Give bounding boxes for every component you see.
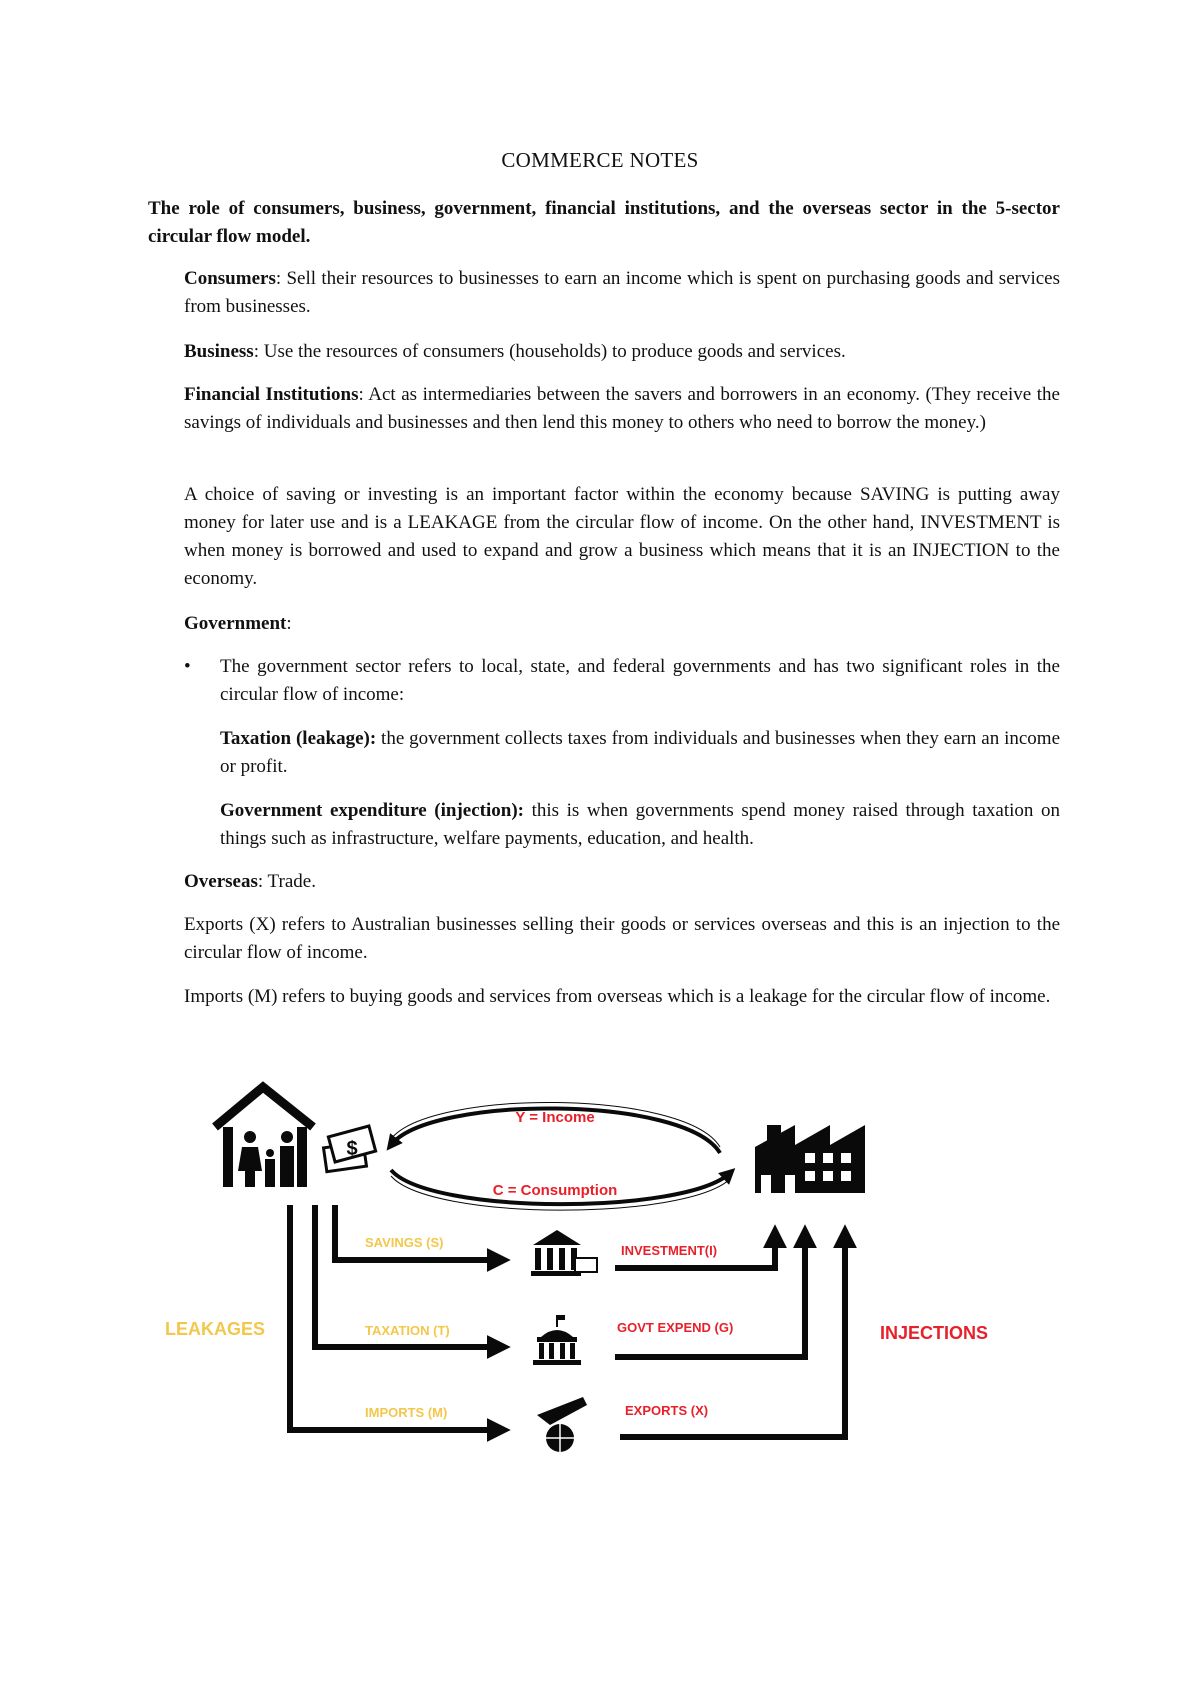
consumers-term: Consumers xyxy=(184,268,276,289)
exports-label: EXPORTS (X) xyxy=(625,1403,709,1418)
business-text: : Use the resources of consumers (households) to produce goods and services. xyxy=(253,341,846,362)
business-paragraph xyxy=(184,338,1060,366)
financial-institutions-text: : Act as intermediaries between the savers and borrowers in an economy. (They receive the savings of individuals and businesses and then lend this money to others who need to borrow the money.) xyxy=(184,384,1060,433)
bank-icon xyxy=(531,1230,597,1276)
taxation-paragraph xyxy=(220,725,1060,781)
government-building-icon xyxy=(533,1315,581,1365)
globe-plane-icon xyxy=(537,1397,587,1452)
overseas-paragraph xyxy=(184,868,1060,896)
money-icon xyxy=(324,1126,376,1172)
factory-icon xyxy=(755,1125,865,1193)
imports-paragraph: Imports (M) refers to buying goods and services from overseas which is a leakage for the circular flow of income. xyxy=(184,986,1051,1007)
overseas-term: Overseas xyxy=(184,871,258,892)
exports-paragraph: Exports (X) refers to Australian businesses selling their goods or services overseas and this is an injection to the circular flow of income. xyxy=(184,914,1060,963)
overseas-text: : Trade. xyxy=(257,871,316,892)
investment-label: INVESTMENT(I) xyxy=(621,1243,718,1258)
circular-flow-diagram xyxy=(165,1075,1085,1480)
consumption-label: C = Consumption xyxy=(492,1182,618,1199)
taxation-term: Taxation (leakage): xyxy=(220,728,377,749)
saving-investing-paragraph: A choice of saving or investing is an important factor within the economy because SAVING is putting away money for later use and is a LEAKAGE from the circular flow of income. On the other hand, INVESTMENT is when money is borrowed and used to expand and grow a business which means that it is an INJECTION to the economy. xyxy=(184,484,1060,589)
financial-institutions-paragraph xyxy=(184,381,1060,437)
injections-label: INJECTIONS xyxy=(880,1323,989,1343)
financial-institutions-term: Financial Institutions xyxy=(184,384,359,405)
income-label: Y = Income xyxy=(515,1109,595,1126)
imports-label: IMPORTS (M) xyxy=(365,1405,448,1420)
government-expenditure-term: Government expenditure (injection): xyxy=(220,800,524,821)
bullet-marker: • xyxy=(184,656,191,677)
taxation-label: TAXATION (T) xyxy=(365,1323,450,1338)
government-term: Government xyxy=(184,613,287,634)
taxation-text: the government collects taxes from individuals and businesses when they earn an income or profit. xyxy=(220,728,1060,777)
consumers-text: : Sell their resources to businesses to earn an income which is spent on purchasing goods and services from businesses. xyxy=(184,268,1060,317)
section-heading: The role of consumers, business, government, financial institutions, and the overseas sector in the 5-sector circular flow model. xyxy=(148,198,1060,247)
household-icon xyxy=(215,1087,313,1187)
government-expenditure-text: this is when governments spend money raised through taxation on things such as infrastructure, welfare payments, education, and health. xyxy=(220,800,1060,849)
money-symbol: $ xyxy=(346,1138,358,1160)
govt-expend-label: GOVT EXPEND (G) xyxy=(617,1320,734,1335)
document-title: COMMERCE NOTES xyxy=(501,148,699,172)
government-heading: Government: xyxy=(184,613,292,634)
government-bullet-text: The government sector refers to local, state, and federal governments and has two significant roles in the circular flow of income: xyxy=(220,656,1060,705)
savings-label: SAVINGS (S) xyxy=(365,1235,444,1250)
leakages-label: LEAKAGES xyxy=(165,1319,266,1339)
government-expenditure-paragraph xyxy=(220,797,1060,853)
business-term: Business xyxy=(184,341,254,362)
consumers-paragraph xyxy=(184,265,1060,321)
